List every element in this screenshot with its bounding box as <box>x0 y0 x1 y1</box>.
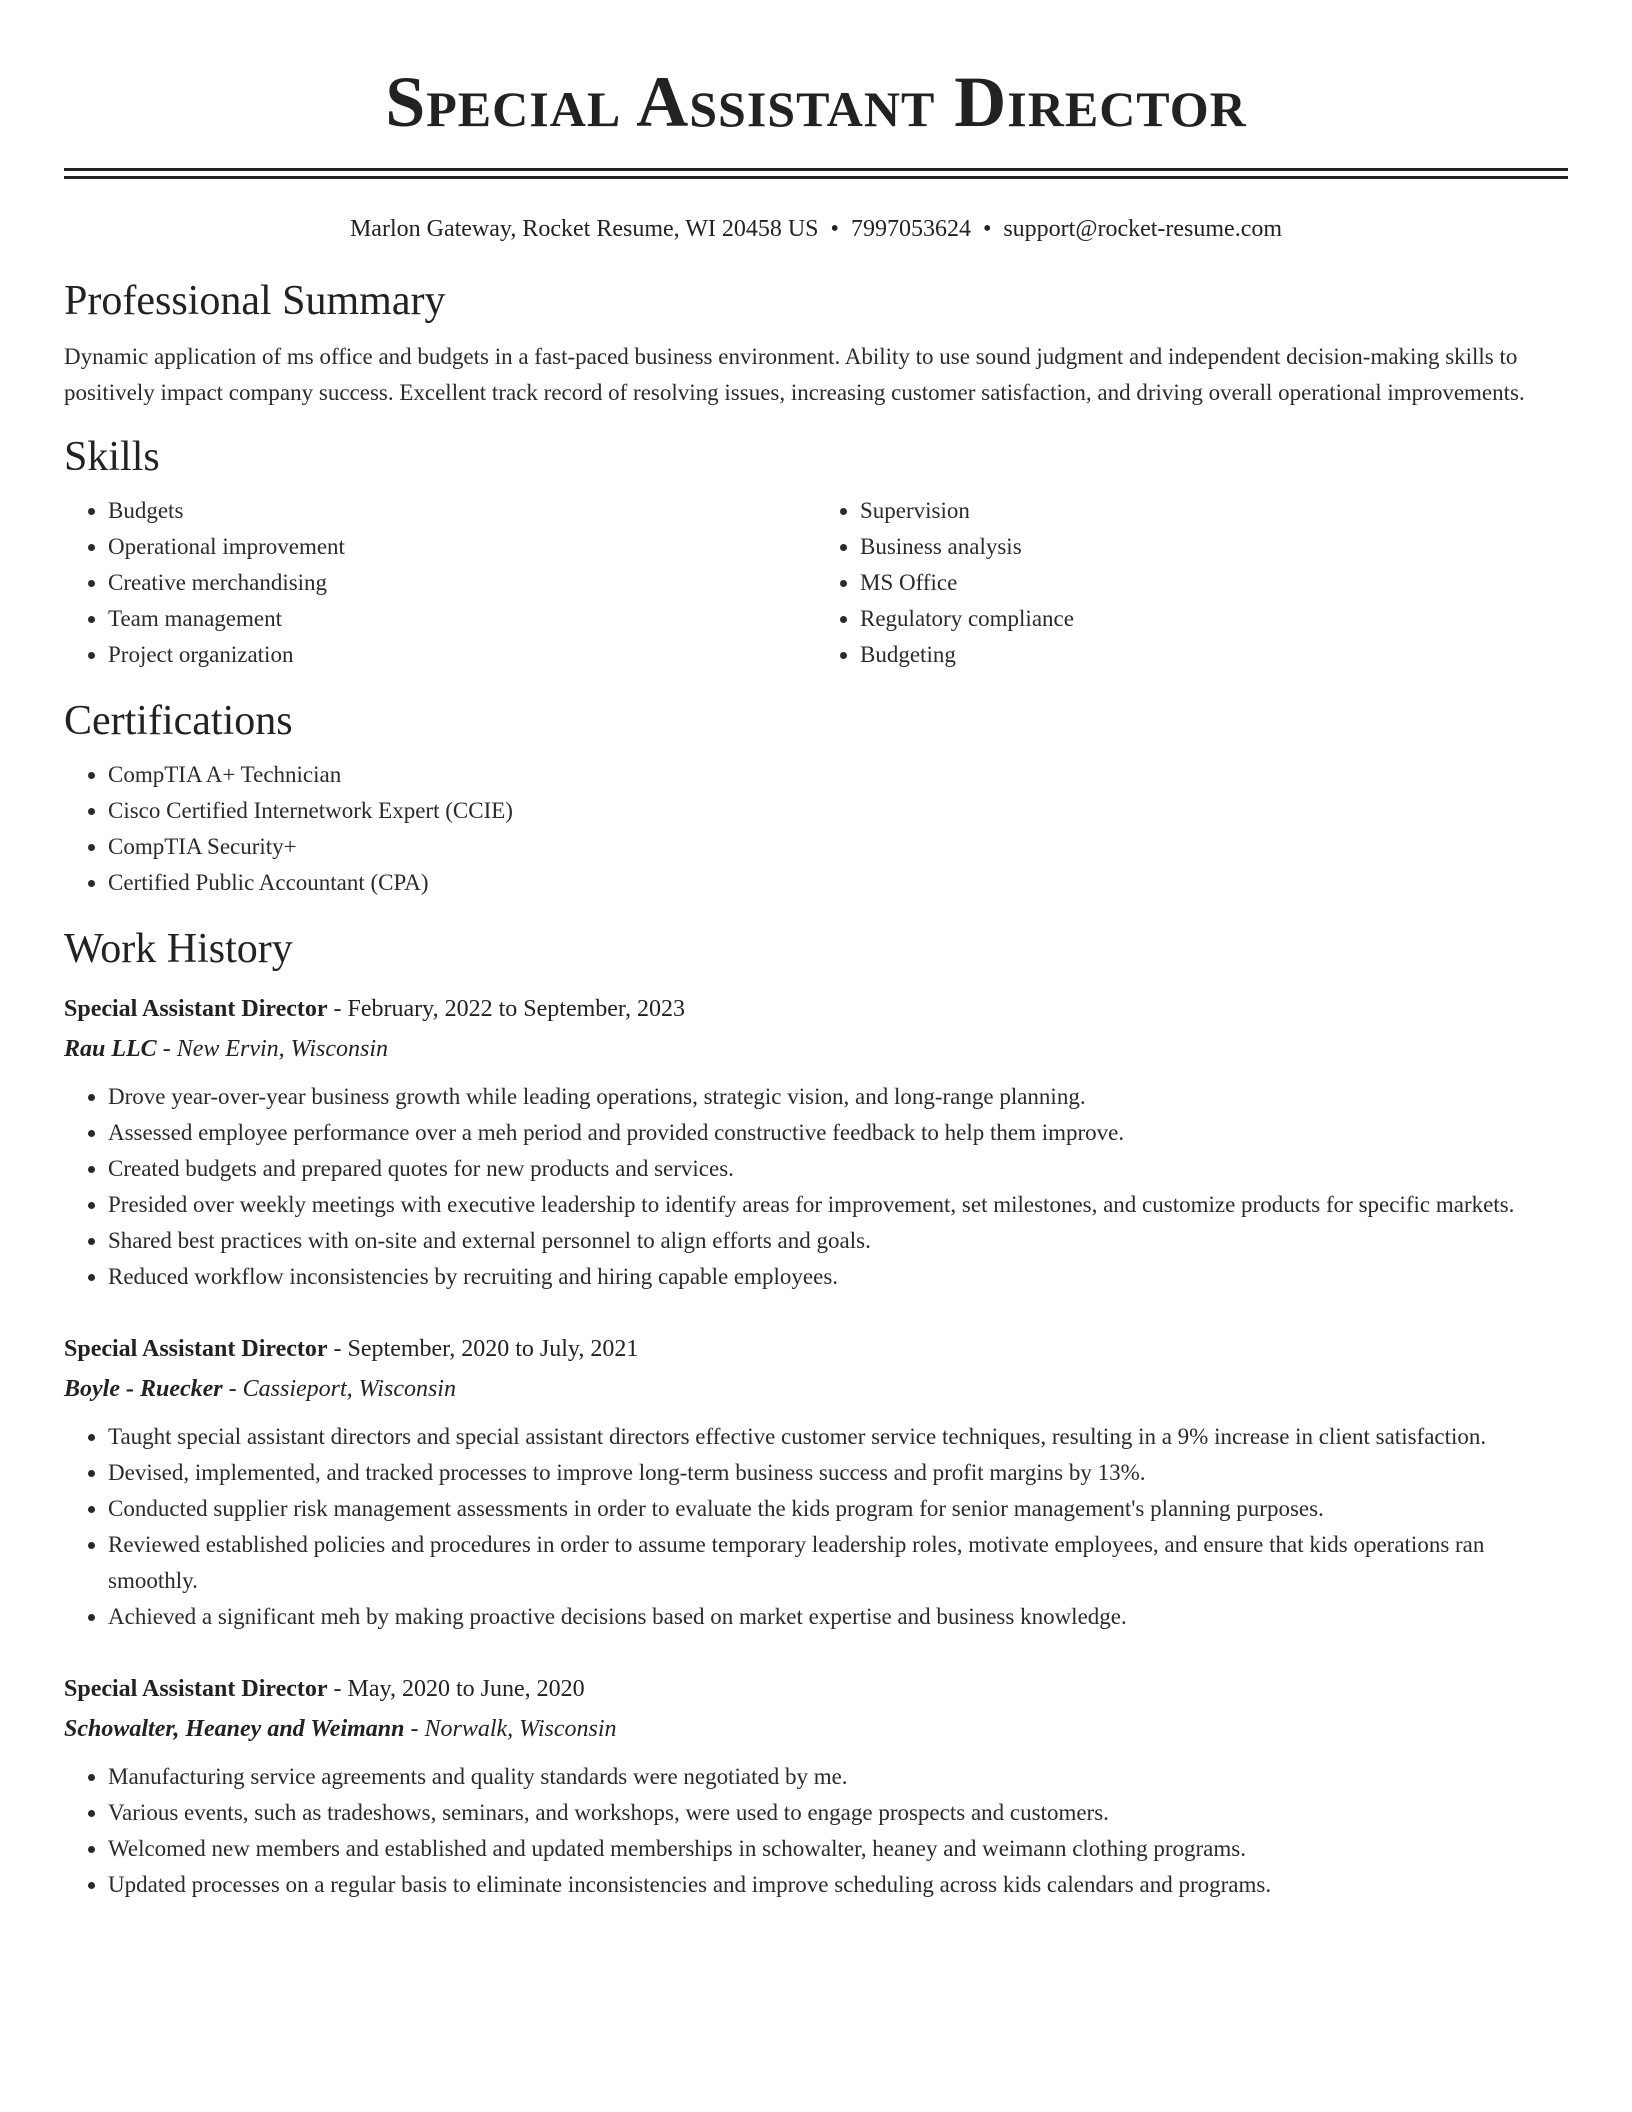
job-employer <box>64 1369 1568 1409</box>
job-dates: September, 2020 to July, 2021 <box>347 1336 639 1362</box>
skill-item: • Team management <box>108 601 816 637</box>
job-bullet: • Achieved a significant meh by making proactive decisions based on market expertise and business knowledge. <box>108 1599 1568 1635</box>
certifications-heading: Certifications <box>64 698 293 744</box>
job-dates: February, 2022 to September, 2023 <box>347 996 685 1022</box>
job-role: Special Assistant Director <box>64 1676 328 1702</box>
job-dash: - <box>156 1036 177 1062</box>
summary-text: Dynamic application of ms office and budgets in a fast-paced business environment. Ability to use sound judgment and independent decision-making skills to positively impact company success. Excellent track record of resolving issues, increasing customer satisfaction, and driving overall operational improvements. <box>64 344 1525 405</box>
work-history-heading: Work History <box>64 926 293 972</box>
skills-heading: Skills <box>64 434 160 480</box>
contact-phone: 7997053624 <box>850 216 971 242</box>
job-bullet: • Taught special assistant directors and special assistant directors effective customer service techniques, resulting in a 9% increase in client satisfaction. <box>108 1419 1568 1455</box>
skills-list-right <box>816 493 1568 673</box>
job-location: Cassieport, Wisconsin <box>242 1376 456 1402</box>
skills-columns <box>64 493 1568 673</box>
job-bullets <box>64 1079 1568 1295</box>
skill-item: • Budgets <box>108 493 816 529</box>
skill-item: • Supervision <box>860 493 1568 529</box>
job-bullet: • Various events, such as tradeshows, seminars, and workshops, were used to engage prospects and customers. <box>108 1795 1568 1831</box>
contact-separator: • <box>982 216 992 242</box>
certification-item: • Cisco Certified Internetwork Expert (CCIE) <box>108 793 1568 829</box>
job-bullet: • Updated processes on a regular basis to eliminate inconsistencies and improve scheduling across kids calendars and programs. <box>108 1867 1568 1903</box>
job-header <box>64 1329 1568 1369</box>
job-entry <box>64 1329 1568 1635</box>
contact-separator: • <box>830 216 839 242</box>
resume-title: Special Assistant Director <box>385 62 1247 142</box>
job-header <box>64 989 1568 1029</box>
job-bullet: • Presided over weekly meetings with executive leadership to identify areas for improvement, set milestones, and customize products for specific markets. <box>108 1187 1568 1223</box>
summary-heading: Professional Summary <box>64 278 446 324</box>
job-dash: - <box>404 1716 425 1742</box>
job-bullet: • Devised, implemented, and tracked processes to improve long-term business success and profit margins by 13%. <box>108 1455 1568 1491</box>
job-header <box>64 1669 1568 1709</box>
job-company: Schowalter, Heaney and Weimann <box>64 1716 405 1742</box>
job-company: Rau LLC <box>64 1036 157 1062</box>
job-bullets <box>64 1759 1568 1903</box>
job-bullet: • Created budgets and prepared quotes for new products and services. <box>108 1151 1568 1187</box>
job-bullet: • Drove year-over-year business growth while leading operations, strategic vision, and long-range planning. <box>108 1079 1568 1115</box>
contact-email: support@rocket-resume.com <box>1003 216 1283 242</box>
certification-item: • CompTIA Security+ <box>108 829 1568 865</box>
skills-list-left <box>64 493 816 673</box>
contact-line <box>64 213 1568 245</box>
job-bullet: • Assessed employee performance over a meh period and provided constructive feedback to help them improve. <box>108 1115 1568 1151</box>
job-bullet: • Manufacturing service agreements and quality standards were negotiated by me. <box>108 1759 1568 1795</box>
contact-address: Marlon Gateway, Rocket Resume, WI 20458 US <box>349 216 819 242</box>
job-dash: - <box>327 1676 348 1702</box>
title-double-rule <box>64 168 1568 179</box>
job-role: Special Assistant Director <box>64 1336 328 1362</box>
job-bullets <box>64 1419 1568 1635</box>
skill-item: • MS Office <box>860 565 1568 601</box>
job-bullet: • Reviewed established policies and procedures in order to assume temporary leadership roles, motivate employees, and ensure that kids operations ran smoothly. <box>108 1527 1568 1599</box>
certification-item: • CompTIA A+ Technician <box>108 757 1568 793</box>
skill-item: • Budgeting <box>860 637 1568 673</box>
job-dash: - <box>327 1336 348 1362</box>
job-bullet: • Shared best practices with on-site and external personnel to align efforts and goals. <box>108 1223 1568 1259</box>
job-location: Norwalk, Wisconsin <box>424 1716 617 1742</box>
job-employer <box>64 1029 1568 1069</box>
certification-item: • Certified Public Accountant (CPA) <box>108 865 1568 901</box>
skill-item: • Creative merchandising <box>108 565 816 601</box>
job-bullet: • Reduced workflow inconsistencies by recruiting and hiring capable employees. <box>108 1259 1568 1295</box>
job-location: New Ervin, Wisconsin <box>176 1036 389 1062</box>
job-company: Boyle - Ruecker <box>64 1376 223 1402</box>
skill-item: • Operational improvement <box>108 529 816 565</box>
job-employer <box>64 1709 1568 1749</box>
job-entry <box>64 1669 1568 1903</box>
skill-item: • Project organization <box>108 637 816 673</box>
job-dash: - <box>222 1376 243 1402</box>
certifications-list <box>64 757 1568 901</box>
skill-item: • Business analysis <box>860 529 1568 565</box>
job-bullet: • Conducted supplier risk management assessments in order to evaluate the kids program for senior management's planning purposes. <box>108 1491 1568 1527</box>
job-dash: - <box>327 996 348 1022</box>
job-role: Special Assistant Director <box>64 996 328 1022</box>
job-dates: May, 2020 to June, 2020 <box>347 1676 585 1702</box>
job-bullet: • Welcomed new members and established and updated memberships in schowalter, heaney and weimann clothing programs. <box>108 1831 1568 1867</box>
skill-item: • Regulatory compliance <box>860 601 1568 637</box>
job-entry <box>64 989 1568 1295</box>
